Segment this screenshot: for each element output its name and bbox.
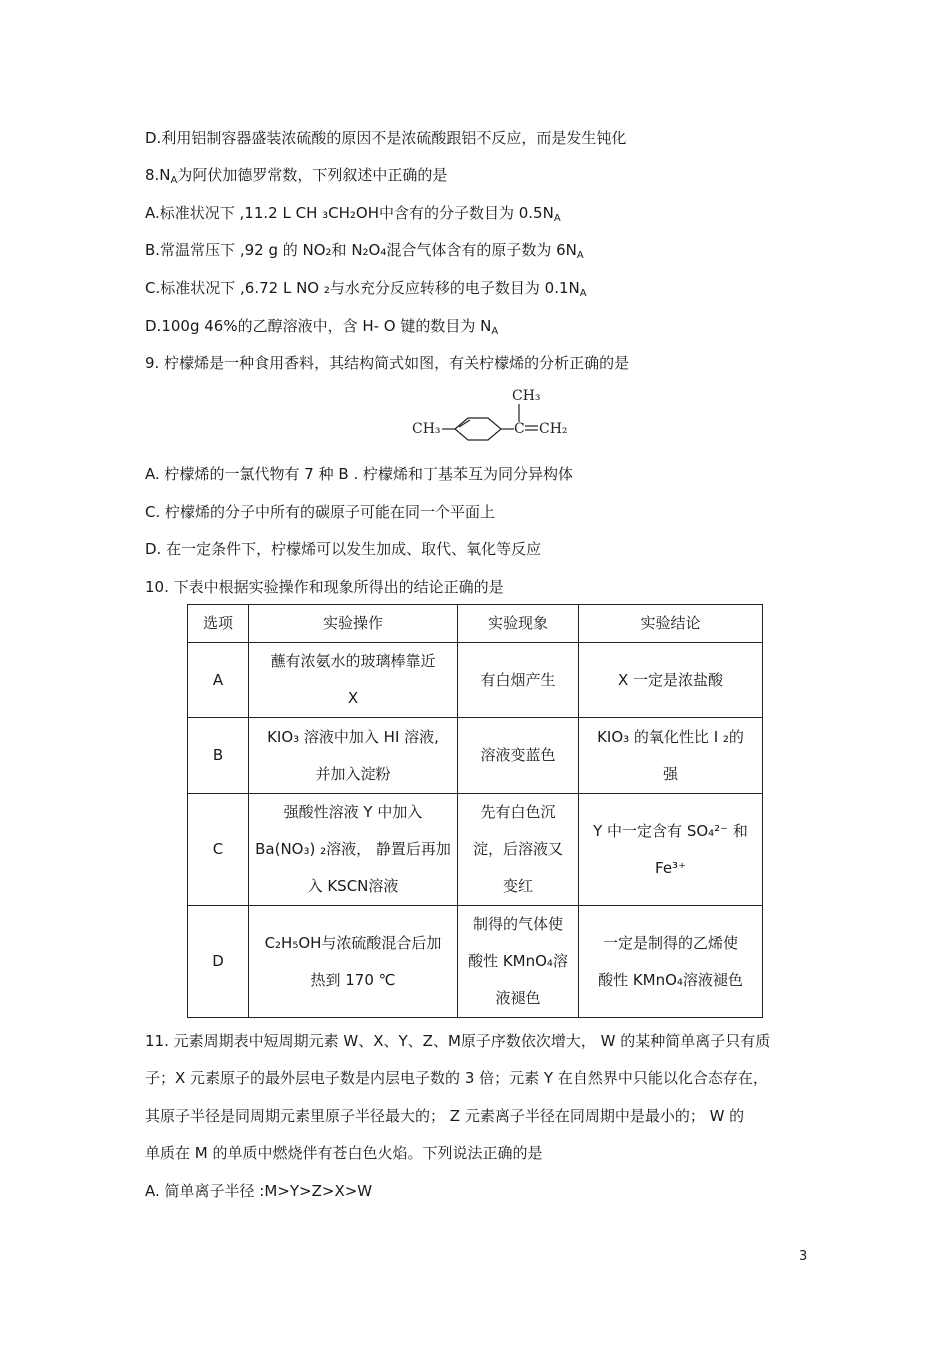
q8-stem: $8.N_A$为阿伏加德罗常数，下列叙述中正确的是 — [145, 166, 448, 186]
q11-stem-line3: 其原子半径是同周期元素里原子半径最大的； Z 元素离子半径在同周期中是最小的； W 的 — [145, 1107, 745, 1125]
row-d-operation: C₂H₅OH与浓硫酸混合后加 热到 170 ℃ — [249, 906, 458, 1018]
limonene-structure — [410, 386, 580, 442]
table-row — [188, 643, 763, 718]
mol-c: C — [514, 421, 525, 437]
q9-option-d: D. 在一定条件下，柠檬烯可以发生加成、取代、氧化等反应 — [145, 540, 542, 558]
header-phenomenon: 实验现象 — [458, 605, 579, 643]
experiment-table — [187, 604, 763, 1018]
row-a-operation: 蘸有浓氨水的玻璃棒靠近 X — [249, 643, 458, 718]
row-c-operation: 强酸性溶液 Y 中加入 Ba(NO₃) ₂溶液， 静置后再加 入 KSCN溶液 — [249, 794, 458, 906]
row-b-phenomenon: 溶液变蓝色 — [458, 718, 579, 794]
header-option: 选项 — [188, 605, 249, 643]
row-d-option: D — [188, 906, 249, 1018]
row-b-option: B — [188, 718, 249, 794]
row-c-conclusion: Y 中一定含有 SO₄²⁻ 和 Fe³⁺ — [579, 794, 763, 906]
table-row — [188, 794, 763, 906]
row-a-conclusion: X 一定是浓盐酸 — [579, 643, 763, 718]
row-b-conclusion: KIO₃ 的氧化性比 I ₂的 强 — [579, 718, 763, 794]
mol-ch3-left: CH₃ — [412, 421, 441, 437]
header-conclusion: 实验结论 — [579, 605, 763, 643]
q10-stem: 10. 下表中根据实验操作和现象所得出的结论正确的是 — [145, 578, 504, 596]
q11-option-a: A. 简单离子半径 :M>Y>Z>X>W — [145, 1182, 373, 1200]
row-d-conclusion: 一定是制得的乙烯使 酸性 KMnO₄溶液褪色 — [579, 906, 763, 1018]
q8-option-b: B.常温常压下 ,92 g 的 NO₂和 N₂O₄混合气体含有的原子数为 $6N_A$ — [145, 241, 584, 261]
row-d-phenomenon: 制得的气体使 酸性 KMnO₄溶 液褪色 — [458, 906, 579, 1018]
table-row — [188, 906, 763, 1018]
row-a-phenomenon: 有白烟产生 — [458, 643, 579, 718]
q11-stem-line1: 11. 元素周期表中短周期元素 W、X、Y、Z、M原子序数依次增大， W 的某种简单离子只有质 — [145, 1032, 771, 1050]
header-operation: 实验操作 — [249, 605, 458, 643]
row-c-option: C — [188, 794, 249, 906]
q11-stem-line2: 子；X 元素原子的最外层电子数是内层电子数的 3 倍；元素 Y 在自然界中只能以化合态存在， — [145, 1069, 768, 1087]
q9-option-c: C. 柠檬烯的分子中所有的碳原子可能在同一个平面上 — [145, 503, 496, 521]
row-b-operation: KIO₃ 溶液中加入 HI 溶液, 并加入淀粉 — [249, 718, 458, 794]
q8-option-d: D.100g 46%的乙醇溶液中，含 H- O 键的数目为 $N_A$ — [145, 317, 499, 337]
table-row — [188, 718, 763, 794]
table-header-row — [188, 605, 763, 643]
q8-option-a: A.标准状况下 ,11.2 L CH ₃CH₂OH中含有的分子数目为 $0.5N_A$ — [145, 204, 561, 224]
q8-option-c: C.标准状况下 ,6.72 L NO ₂与水充分反应转移的电子数目为 $0.1N_A$ — [145, 279, 587, 299]
mol-ch2: CH₂ — [539, 421, 568, 437]
row-a-option: A — [188, 643, 249, 718]
q11-stem-line4: 单质在 M 的单质中燃烧伴有苍白色火焰。下列说法正确的是 — [145, 1144, 543, 1162]
row-c-phenomenon: 先有白色沉 淀，后溶液又 变红 — [458, 794, 579, 906]
q9-stem: 9. 柠檬烯是一种食用香料，其结构简式如图，有关柠檬烯的分析正确的是 — [145, 354, 630, 372]
q7-option-d: D.利用铝制容器盛装浓硫酸的原因不是浓硫酸跟铝不反应，而是发生钝化 — [145, 129, 627, 147]
page-number: 3 — [799, 1249, 808, 1264]
q9-option-ab: A. 柠檬烯的一氯代物有 7 种 B . 柠檬烯和丁基苯互为同分异构体 — [145, 465, 573, 483]
mol-ch3-top: CH₃ — [512, 388, 541, 404]
